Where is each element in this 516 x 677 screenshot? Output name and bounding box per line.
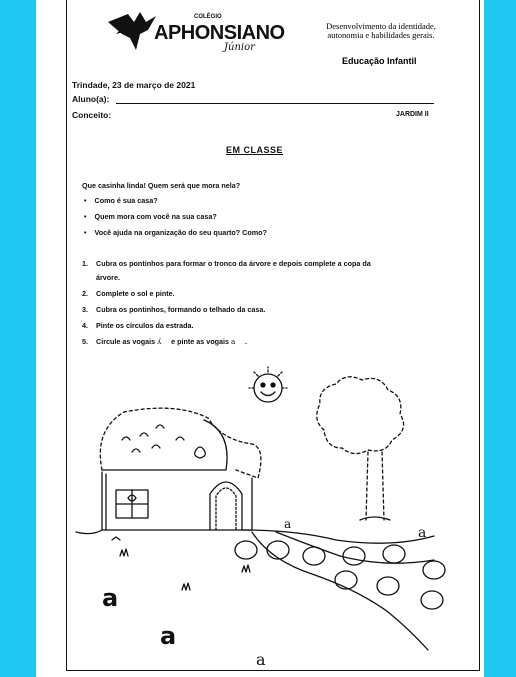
logo-name-text: APHONSIANO (154, 22, 285, 44)
class-label: JARDIM II (396, 111, 429, 118)
house-scene-illustration (36, 0, 484, 677)
road-illustration[interactable] (242, 530, 434, 650)
school-motto: Desenvolvimento da identidade, autonomia e habilidades gerais. (326, 21, 436, 40)
program-label: Educação Infantil (342, 56, 417, 66)
task-number: 4. (82, 321, 88, 330)
task-number: 3. (82, 305, 88, 314)
task-number: 2. (82, 289, 88, 298)
tree-icon[interactable] (317, 377, 404, 520)
task-text: Complete o sol e pinte. (96, 289, 175, 298)
house-icon[interactable] (100, 408, 261, 530)
concept-label: Conceito: (72, 110, 112, 120)
lowercase-letter-sample: ʎ (157, 337, 162, 346)
intro-bullet: • Você ajuda na organização do seu quarto? Como? (84, 228, 267, 237)
letter-a[interactable]: a (102, 584, 119, 612)
task-continuation: árvore. (96, 273, 120, 282)
letter-a[interactable]: a (256, 650, 266, 669)
logo-junior-text: Júnior (224, 42, 255, 53)
letter-a-sample: a (231, 337, 236, 346)
task-text: Circule as vogais (96, 337, 156, 346)
letter-a[interactable]: a (160, 622, 177, 650)
date-line: Trindade, 23 de março de 2021 (72, 80, 196, 90)
letter-a[interactable]: a (418, 525, 427, 541)
task-number: 5. (82, 337, 88, 346)
intro-bullet: • Como é sua casa? (84, 196, 158, 205)
worksheet-page (36, 0, 484, 677)
section-title: EM CLASSE (226, 145, 284, 155)
road-circles[interactable] (235, 541, 445, 609)
student-label: Aluno(a): (72, 94, 110, 104)
logo-colegio-text: COLÉGIO (194, 14, 222, 20)
ground-line (76, 530, 102, 534)
task-number: 1. (82, 259, 88, 268)
task-text-end: . (245, 337, 248, 346)
intro-bullet: • Quem mora com você na sua casa? (84, 212, 217, 221)
letter-a[interactable]: a (284, 517, 292, 531)
task-text-mid: e pinte as vogais (171, 337, 230, 346)
task-text: Cubra os pontinhos para formar o tronco da árvore e depois complete a copa da (96, 259, 371, 268)
sun-icon[interactable] (249, 367, 287, 402)
intro-lead: Que casinha linda! Quem será que mora nela? (82, 181, 241, 190)
task-text: Cubra os pontinhos, formando o telhado da casa. (96, 305, 266, 314)
grass-tufts (112, 537, 250, 590)
task-text: Pinte os círculos da estrada. (96, 321, 194, 330)
